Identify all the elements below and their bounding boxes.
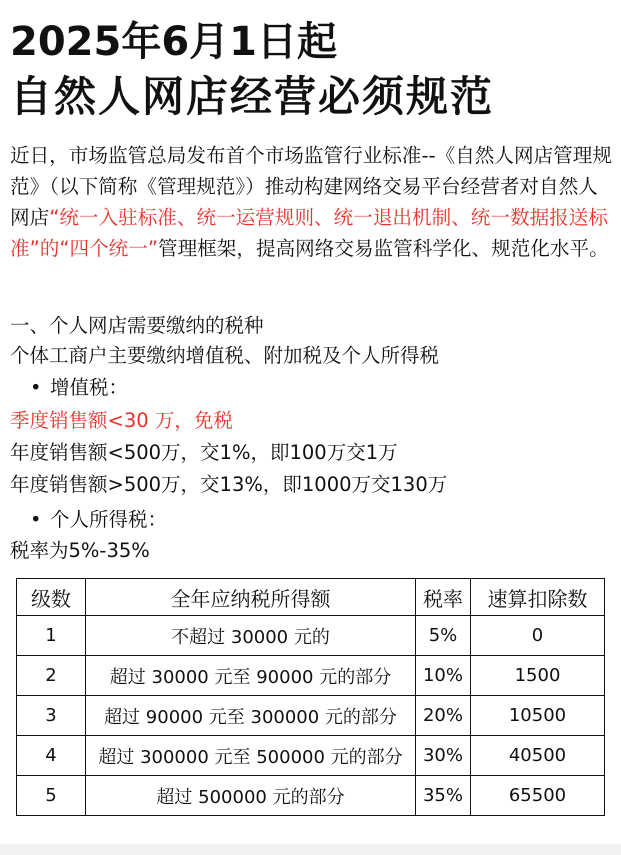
vat-bullet-item bbox=[30, 374, 128, 402]
bullet-icon: • bbox=[30, 376, 42, 399]
income-tax-table bbox=[16, 578, 605, 816]
intro-highlight: “统一入驻标准、统一运营规则、统一退出机制、统一数据报送标准”的“四个统一” bbox=[10, 206, 608, 260]
header-tax-rate: 税率 bbox=[416, 579, 471, 616]
income-tax-rate: 税率为5%-35% bbox=[10, 539, 150, 562]
cell-rate: 35% bbox=[416, 776, 471, 816]
table-row bbox=[17, 736, 605, 776]
intro-text-end: 管理框架，提高网络交易监管科学化、规范化水平。 bbox=[158, 237, 609, 260]
section-heading: 一、个人网店需要缴纳的税种 bbox=[10, 314, 264, 337]
cell-deduction: 40500 bbox=[471, 736, 605, 776]
income-tax-bullet-item bbox=[30, 506, 167, 534]
table-row bbox=[17, 656, 605, 696]
cell-rate: 10% bbox=[416, 656, 471, 696]
cell-deduction: 1500 bbox=[471, 656, 605, 696]
cell-rate: 30% bbox=[416, 736, 471, 776]
cell-rate: 20% bbox=[416, 696, 471, 736]
cell-income-range: 超过 300000 元至 500000 元的部分 bbox=[86, 736, 416, 776]
table-row bbox=[17, 696, 605, 736]
cell-deduction: 0 bbox=[471, 616, 605, 656]
cell-income-range: 超过 90000 元至 300000 元的部分 bbox=[86, 696, 416, 736]
intro-paragraph bbox=[10, 140, 616, 264]
table-header-row bbox=[17, 579, 605, 616]
cell-rate: 5% bbox=[416, 616, 471, 656]
header-quick-deduction: 速算扣除数 bbox=[471, 579, 605, 616]
cell-income-range: 超过 500000 元的部分 bbox=[86, 776, 416, 816]
header-taxable-income: 全年应纳税所得额 bbox=[86, 579, 416, 616]
cell-income-range: 超过 30000 元至 90000 元的部分 bbox=[86, 656, 416, 696]
vat-rule-2: 年度销售额>500万，交13%，即1000万交130万 bbox=[10, 473, 448, 496]
cell-level: 5 bbox=[17, 776, 86, 816]
income-tax-label: 个人所得税： bbox=[50, 508, 168, 531]
vat-label: 增值税： bbox=[50, 376, 129, 399]
cell-level: 3 bbox=[17, 696, 86, 736]
table-row bbox=[17, 776, 605, 816]
section-subtitle: 个体工商户主要缴纳增值税、附加税及个人所得税 bbox=[10, 344, 440, 367]
cell-level: 1 bbox=[17, 616, 86, 656]
intro-text-start: 近日，市场监管总局发布首个市场监管行业标准--《自然人网店管理规范》（以下简称《管理规范》）推动构建网络交易平台经营者对自然人网店 bbox=[10, 144, 612, 229]
vat-rule-1: 年度销售额<500万，交1%，即100万交1万 bbox=[10, 441, 398, 464]
table-row bbox=[17, 616, 605, 656]
title-line-1: 2025年6月1日起 bbox=[10, 19, 337, 65]
vat-exempt-rule: 季度销售额<30 万，免税 bbox=[10, 409, 233, 432]
cell-income-range: 不超过 30000 元的 bbox=[86, 616, 416, 656]
cell-deduction: 10500 bbox=[471, 696, 605, 736]
header-level: 级数 bbox=[17, 579, 86, 616]
bottom-strip bbox=[0, 844, 621, 855]
cell-level: 4 bbox=[17, 736, 86, 776]
cell-deduction: 65500 bbox=[471, 776, 605, 816]
bullet-icon: • bbox=[30, 508, 42, 531]
cell-level: 2 bbox=[17, 656, 86, 696]
title-line-2: 自然人网店经营必须规范 bbox=[10, 72, 495, 121]
